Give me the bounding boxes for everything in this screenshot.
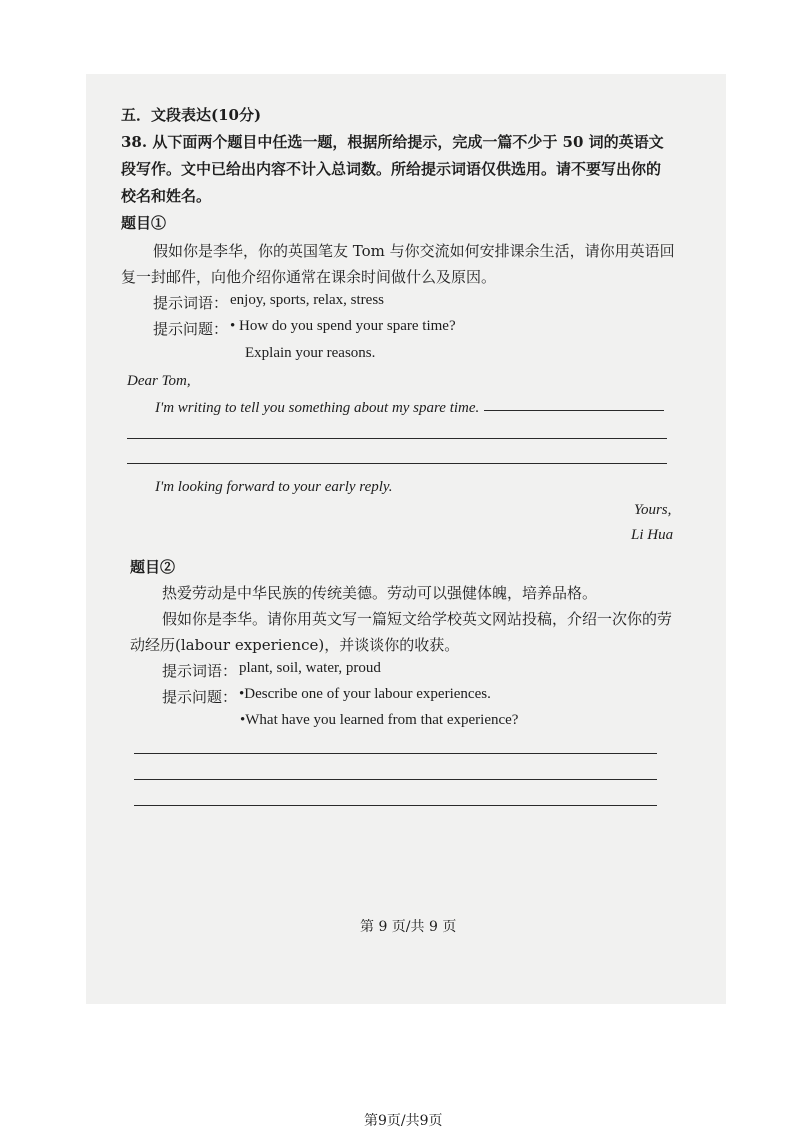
letter-closing: I'm looking forward to your early reply. [155, 479, 393, 495]
topic2-question-2: •What have you learned from that experience? [240, 712, 519, 728]
answer-line [127, 463, 667, 464]
question-instruction-line-3: 校名和姓名。 [121, 187, 212, 205]
answer-line [484, 410, 664, 411]
topic2-heading: 题目② [130, 558, 176, 576]
topic1-questions-label: 提示问题： [153, 320, 229, 338]
letter-signoff: Yours, [634, 502, 672, 518]
letter-salutation: Dear Tom, [127, 373, 191, 389]
section-title: 五．文段表达(10分) [121, 106, 262, 124]
topic1-heading: 题目① [121, 214, 167, 232]
answer-line [134, 805, 657, 806]
page-indicator: 第9页/共9页 [364, 1113, 443, 1129]
topic2-paragraph-line-1: 热爱劳动是中华民族的传统美德。劳动可以强健体魄，培养品格。 [162, 584, 598, 602]
topic2-words: plant, soil, water, proud [239, 660, 381, 676]
topic1-question-1: • How do you spend your spare time? [230, 318, 456, 334]
letter-opening: I'm writing to tell you something about my spare time. [155, 400, 480, 416]
question-instruction-line-1: 38. 从下面两个题目中任选一题，根据所给提示，完成一篇不少于 50 词的英语文 [121, 133, 664, 151]
answer-line [134, 753, 657, 754]
topic2-words-label: 提示词语： [162, 662, 238, 680]
topic2-question-1: •Describe one of your labour experiences. [239, 686, 491, 702]
topic1-paragraph-line-1: 假如你是李华，你的英国笔友 Tom 与你交流如何安排课余生活，请你用英语回 [153, 242, 675, 260]
question-instruction-line-2: 段写作。文中已给出内容不计入总词数。所给提示词语仅供选用。请不要写出你的 [121, 160, 662, 178]
scan-page-number: 第 9 页/共 9 页 [360, 919, 457, 935]
topic1-words: enjoy, sports, relax, stress [230, 292, 384, 308]
topic2-questions-label: 提示问题： [162, 688, 238, 706]
topic1-paragraph-line-2: 复一封邮件，向他介绍你通常在课余时间做什么及原因。 [121, 268, 497, 286]
answer-line [134, 779, 657, 780]
topic1-words-label: 提示词语： [153, 294, 229, 312]
letter-signature: Li Hua [631, 527, 674, 543]
topic1-question-2: Explain your reasons. [245, 345, 376, 361]
scanned-page [86, 74, 726, 1004]
answer-line [127, 438, 667, 439]
topic2-paragraph-line-3: 动经历(labour experience)，并谈谈你的收获。 [130, 636, 460, 654]
topic2-paragraph-line-2: 假如你是李华。请你用英文写一篇短文给学校英文网站投稿，介绍一次你的劳 [162, 610, 673, 628]
